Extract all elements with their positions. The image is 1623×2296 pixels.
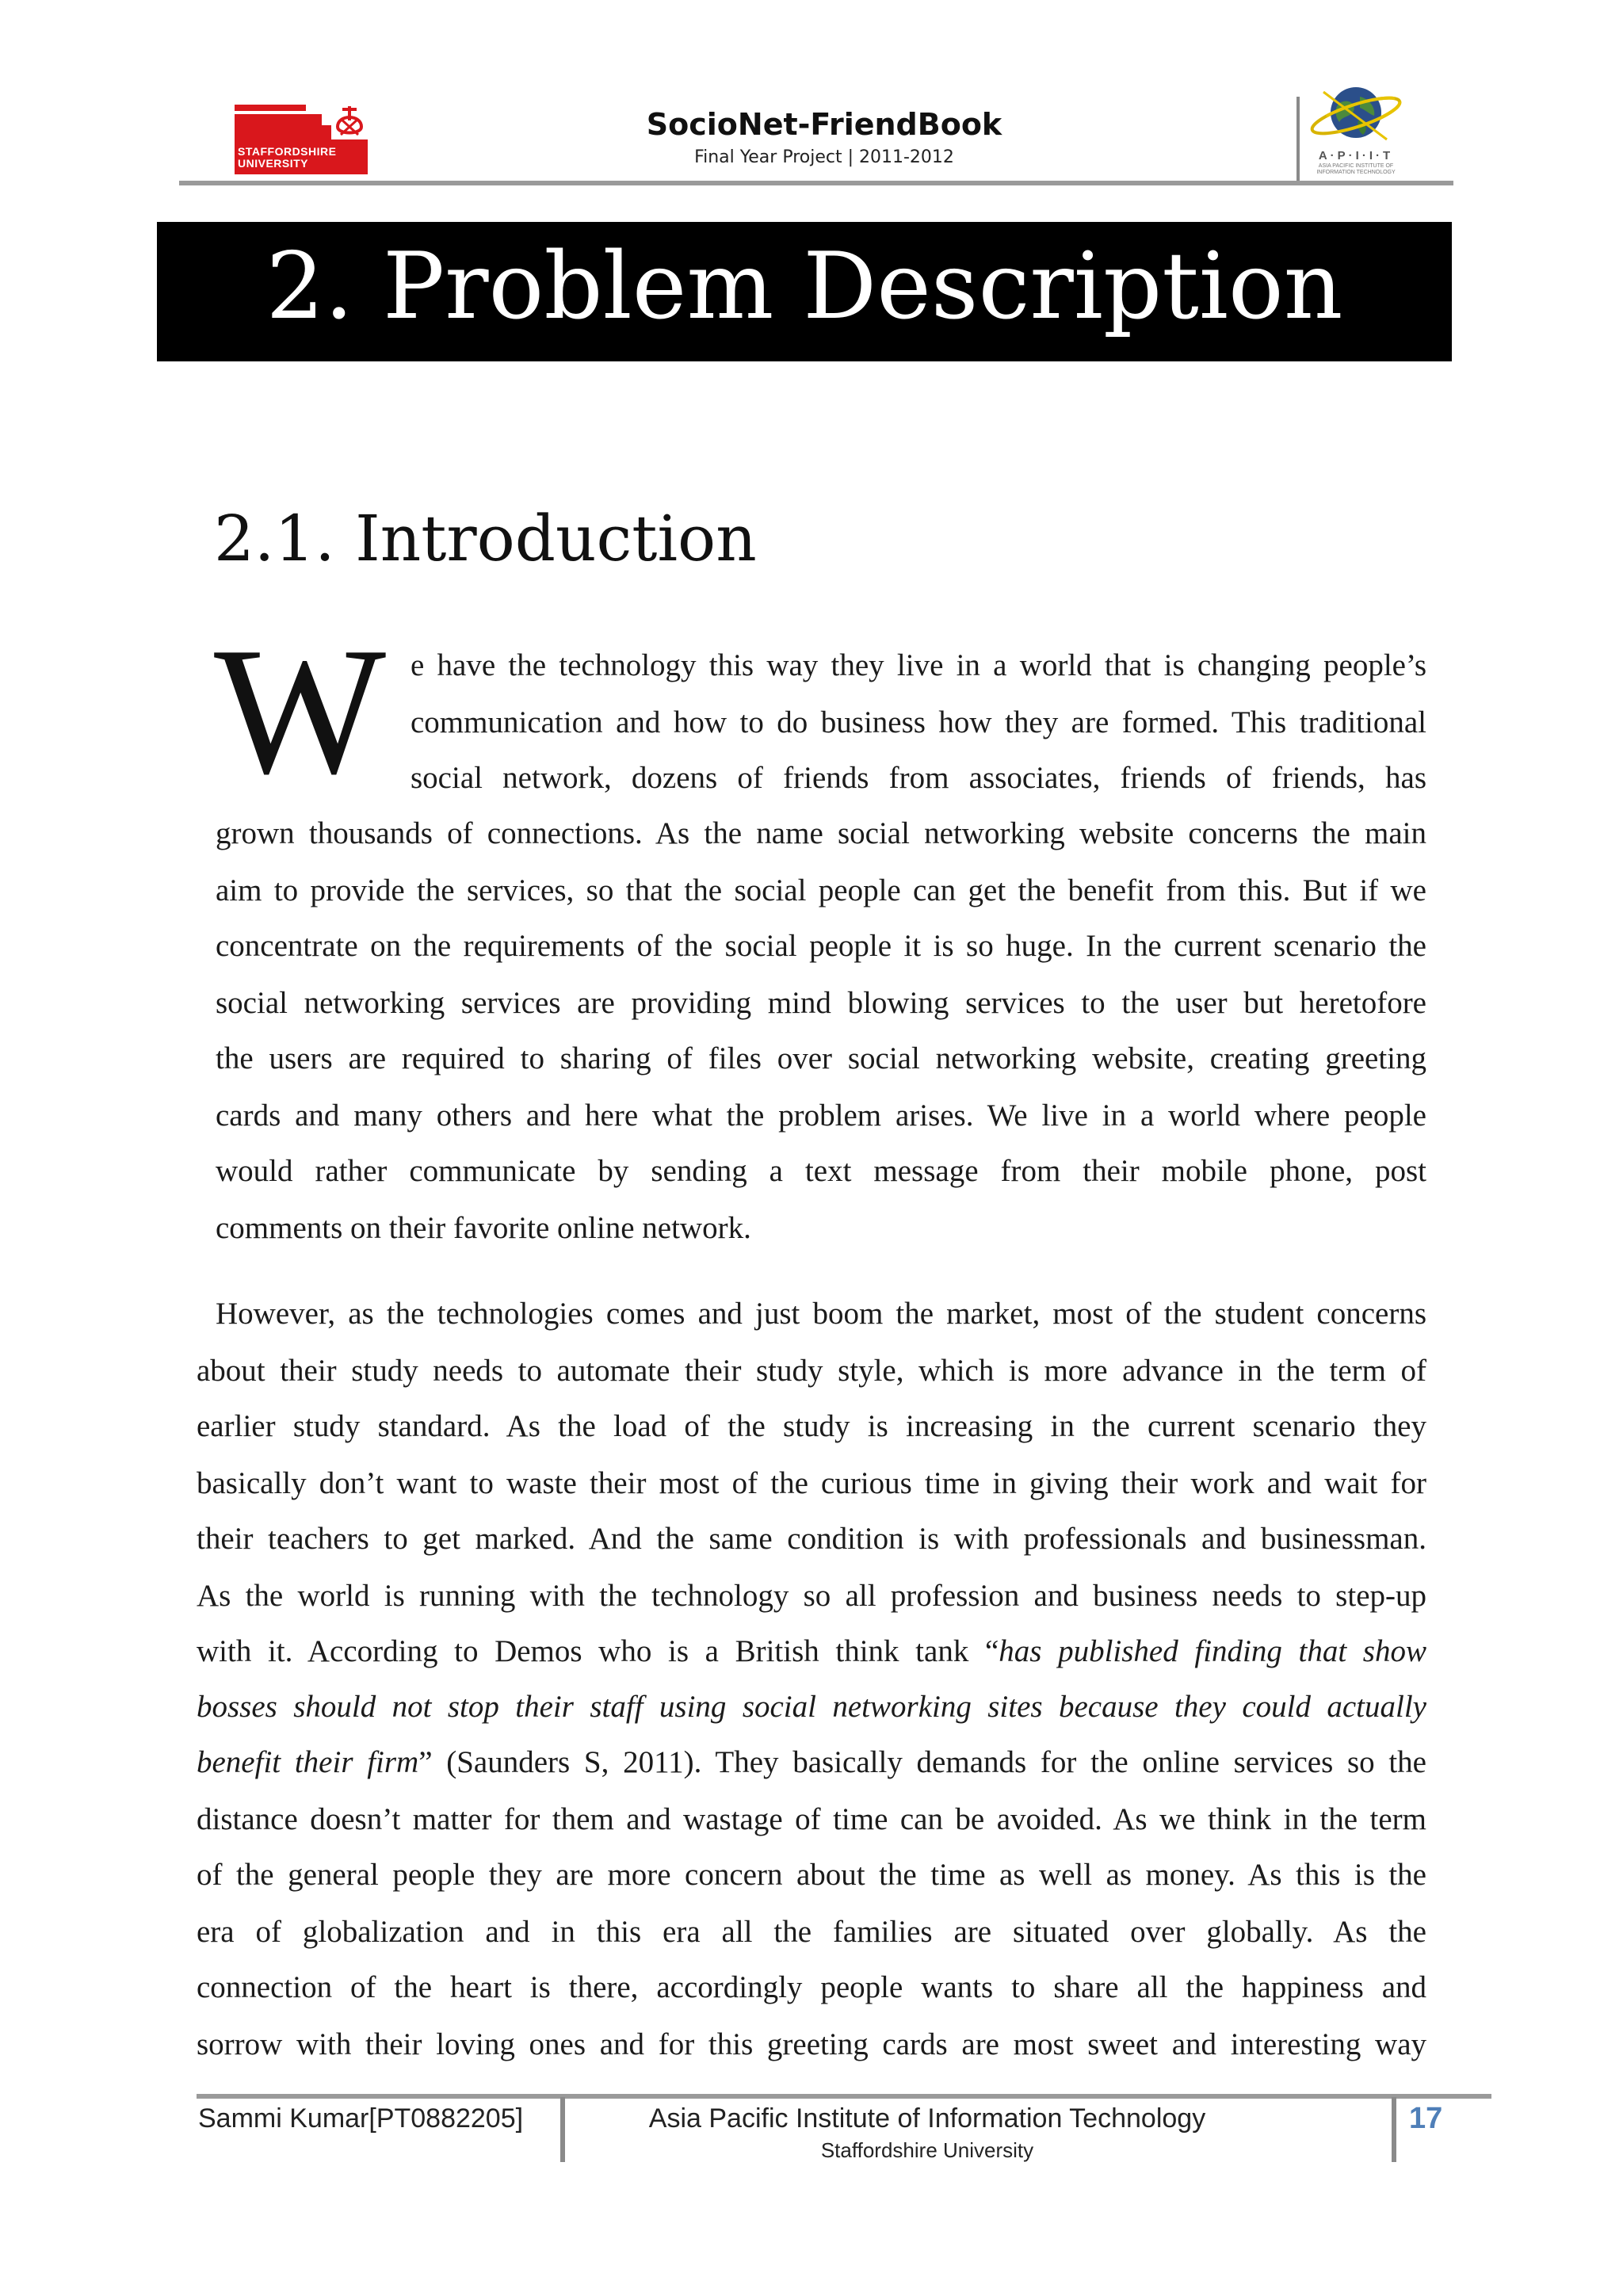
citation-text: ” (Saunders S, 2011). They basically demands for the online services so the bbox=[418, 1745, 1426, 1779]
staffordshire-logo-text: STAFFORDSHIRE UNIVERSITY bbox=[238, 145, 337, 170]
paragraph2-line: distance doesn’t matter for them and wastage of time can be avoided. As we think in the term bbox=[197, 1802, 1426, 1836]
document-subtitle: Final Year Project | 2011-2012 bbox=[694, 147, 954, 167]
paragraph2-line: of the general people they are more concern about the time as well as money. As this is the bbox=[197, 1858, 1426, 1892]
paragraph2-line: basically don’t want to waste their most of the curious time in giving their work and wait for bbox=[197, 1466, 1426, 1500]
drop-cap: W bbox=[214, 609, 387, 812]
paragraph1-line: aim to provide the services, so that the social people can get the benefit from this. But if we bbox=[216, 873, 1426, 907]
paragraph2-line: their teachers to get marked. And the same condition is with professionals and businessman. bbox=[197, 1522, 1426, 1556]
paragraph1-line: concentrate on the requirements of the social people it is so huge. In the current scenario the bbox=[216, 929, 1426, 963]
paragraph2-line bbox=[197, 1628, 1426, 1675]
paragraph1-line: the users are required to sharing of files over social networking website, creating greeting bbox=[216, 1041, 1426, 1075]
globe-icon bbox=[1308, 76, 1404, 149]
footer-university: Staffordshire University bbox=[820, 2138, 1034, 2162]
paragraph2-line: about their study needs to automate their study style, which is more advance in the term of bbox=[197, 1354, 1426, 1388]
footer-institute: Asia Pacific Institute of Information Technology bbox=[648, 2103, 1206, 2134]
paragraph1-line: social network, dozens of friends from associates, friends of friends, has bbox=[411, 761, 1426, 795]
paragraph1-line: cards and many others and here what the problem arises. We live in a world where people bbox=[216, 1098, 1426, 1133]
footer-author: Sammi Kumar[PT0882205] bbox=[198, 2103, 524, 2134]
paragraph1-line: social networking services are providing mind blowing services to the user but heretofore bbox=[216, 986, 1426, 1020]
page-number: 17 bbox=[1409, 2102, 1443, 2135]
paragraph2-line: sorrow with their loving ones and for this greeting cards are most sweet and interesting way bbox=[197, 2027, 1426, 2061]
paragraph2-line bbox=[197, 1683, 1426, 1731]
apiit-logo bbox=[1308, 76, 1404, 179]
paragraph2-line: era of globalization and in this era all the families are situated over globally. As the bbox=[197, 1915, 1426, 1949]
paragraph1-line: communication and how to do business how they are formed. This traditional bbox=[411, 705, 1426, 739]
quote-italic-text: bosses should not stop their staff using social networking sites because they could actually bbox=[197, 1690, 1426, 1724]
paragraph2-line: As the world is running with the technology so all profession and business needs to step-up bbox=[197, 1579, 1426, 1613]
paragraph2-line: However, as the technologies comes and just boom the market, most of the student concerns bbox=[216, 1297, 1426, 1331]
chapter-title: 2. Problem Description bbox=[265, 233, 1343, 340]
paragraph2-line bbox=[197, 1739, 1426, 1786]
section-heading: 2.1. Introduction bbox=[214, 502, 757, 575]
header-rule bbox=[179, 181, 1453, 185]
paragraph1-line: comments on their favorite online network. bbox=[216, 1211, 751, 1245]
paragraph2-line: earlier study standard. As the load of the study is increasing in the current scenario they bbox=[197, 1409, 1426, 1443]
paragraph1-line: e have the technology this way they live in a world that is changing people’s bbox=[411, 648, 1426, 682]
header-divider bbox=[1296, 97, 1300, 182]
apiit-logo-subtext: ASIA PACIFIC INSTITUTE OF INFORMATION TECHNOLOGY bbox=[1316, 163, 1396, 175]
footer-divider bbox=[560, 2097, 565, 2162]
paragraph1-line: would rather communicate by sending a text message from their mobile phone, post bbox=[216, 1154, 1426, 1188]
staffordshire-logo bbox=[235, 103, 368, 174]
document-title: SocioNet-FriendBook bbox=[646, 107, 1002, 142]
paragraph1-line: grown thousands of connections. As the name social networking website concerns the main bbox=[216, 816, 1426, 850]
quote-intro-text: with it. According to Demos who is a British think tank “ bbox=[197, 1634, 999, 1668]
footer-divider bbox=[1392, 2097, 1396, 2162]
quote-italic-text: benefit their firm bbox=[197, 1745, 419, 1779]
paragraph2-line: connection of the heart is there, accordingly people wants to share all the happiness and bbox=[197, 1970, 1426, 2004]
knot-crest-icon bbox=[331, 103, 368, 139]
footer-rule bbox=[197, 2094, 1491, 2099]
apiit-logo-text: A·P·I·I·T bbox=[1318, 149, 1394, 162]
quote-italic-text: has published finding that show bbox=[999, 1634, 1426, 1668]
